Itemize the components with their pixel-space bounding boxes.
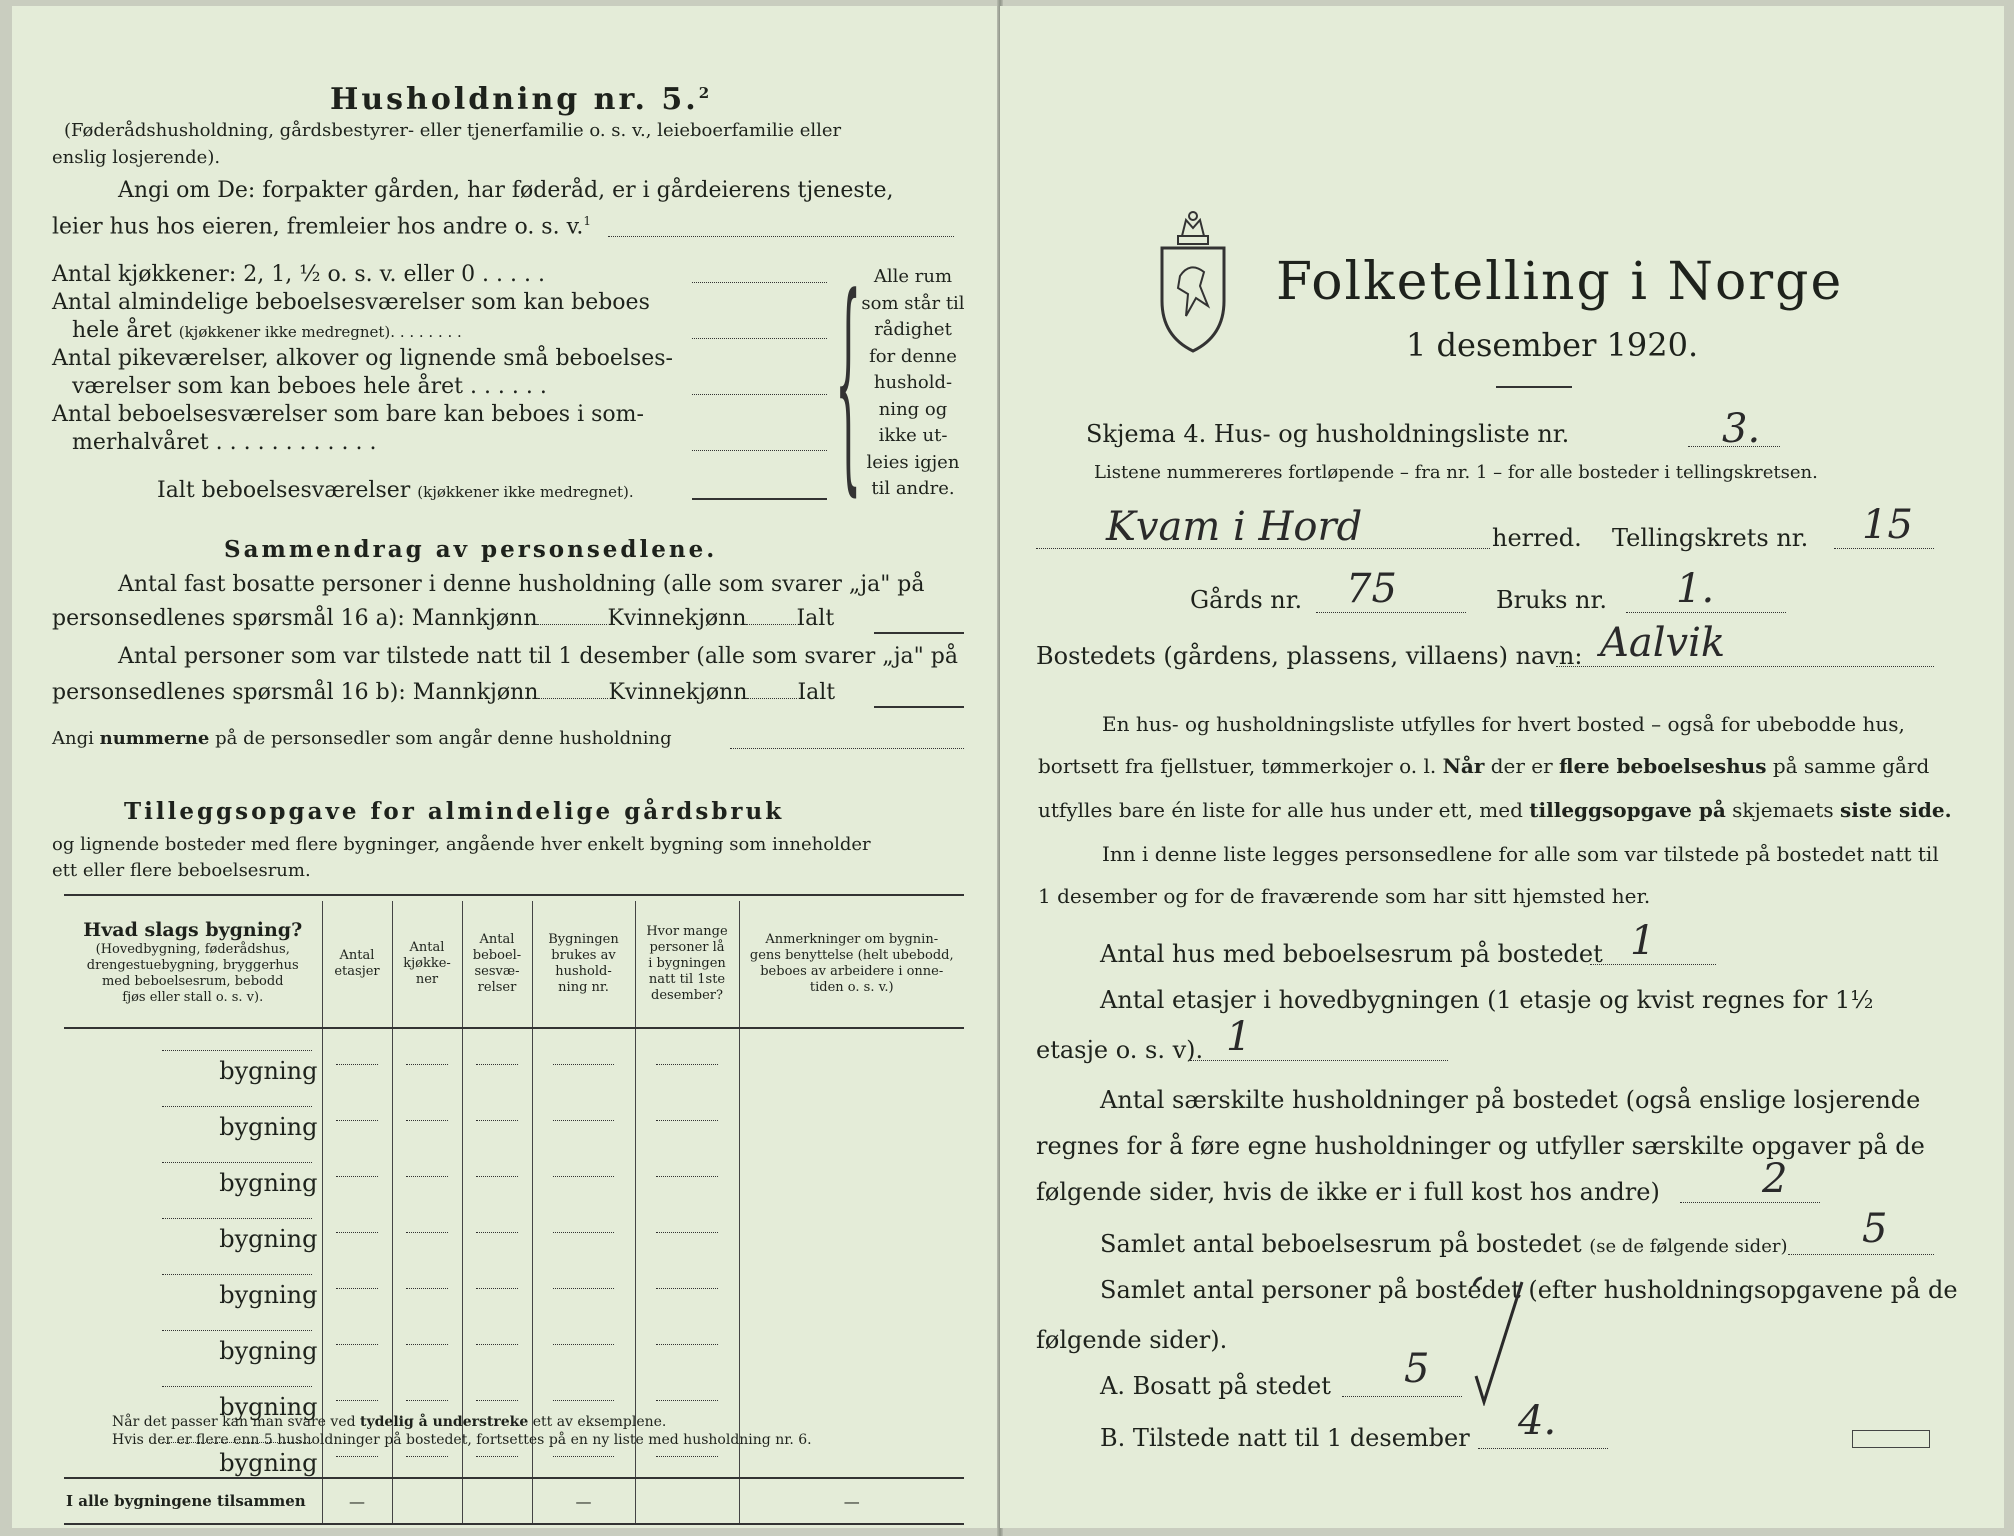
summary-p1-2: personsedlenes spørsmål 16 a): Mannkjønn Kvinnekjønn Ialt [52,606,835,631]
table-row: bygning [64,1197,964,1253]
p1-total-line[interactable] [874,632,964,634]
a-label: A. Bosatt på stedet [1100,1372,1331,1400]
printer-stamp [1852,1430,1930,1448]
rooms-ordinary-2: hele året (kjøkkener ikke medregnet). . . . . . . . [72,318,462,343]
household-subtitle-1: (Føderådshusholdning, gårdsbestyrer- eller tjenerfamilie o. s. v., leieboerfamilie eller [64,120,842,141]
gards-line[interactable] [1316,612,1466,613]
extra-heading: Tilleggsopgave for almindelige gårdsbruk [124,798,785,825]
left-page [12,6,998,1528]
angi-answer-line[interactable] [608,236,954,237]
q-rom-label: Samlet antal beboelsesrum på bostedet (se de følgende sider) [1100,1230,1788,1258]
schema-number: 3. [1722,406,1761,452]
b-label: B. Tilstede natt til 1 desember [1100,1424,1470,1452]
summary-p3: Angi nummerne på de personsedler som angår denne husholdning [52,728,672,749]
extra-sub-2: ett eller flere beboelsesrum. [52,860,311,881]
footnote-1: Når det passer kan man svare ved tydelig å understreke ett av eksemplene. [112,1414,667,1430]
q-hush-1: Antal særskilte husholdninger på bostedet (også enslige losjerende [1100,1086,1921,1114]
q-hush-value: 2 [1762,1156,1788,1202]
household-title: Husholdning nr. 5.$^2$ [330,82,713,117]
handwritten-check-mark [1472,1276,1532,1406]
q-hus-line[interactable] [1590,964,1716,965]
schema-label: Skjema 4. Hus- og husholdningsliste nr. [1086,420,1570,448]
col-rooms: Antal beboel- sesvæ- relser [462,901,532,1028]
coat-of-arms-icon [1152,206,1234,356]
maids-answer[interactable] [692,394,827,395]
b-value: 4. [1518,1398,1557,1444]
info-line-1: En hus- og husholdningsliste utfylles for hvert bosted – også for ubebodde hus, [1102,712,1905,736]
note-line: rådighet [874,319,952,340]
rooms-summer-2: merhalvåret . . . . . . . . . . . . [72,430,377,455]
bruks-line[interactable] [1626,612,1786,613]
rooms-maids-1: Antal pikeværelser, alkover og lignende små beboelses- [52,346,673,371]
p3-answer[interactable] [730,748,964,749]
angi-line-2: leier hus hos eieren, fremleier hos andre o. s. v.$^1$ [52,214,592,240]
note-line: hushold- [873,372,953,393]
table-row: bygning [64,1421,964,1478]
rooms-ordinary-1: Antal almindelige beboelsesværelser som kan beboes [52,290,650,315]
col-floors: Antal etasjer [322,901,392,1028]
summary-p2-2: personsedlenes spørsmål 16 b): Mannkjønn Kvinnekjønn Ialt [52,680,836,705]
bruks-label: Bruks nr. [1496,586,1607,614]
q-etasjer-value: 1 [1226,1014,1252,1060]
col-persons: Hvor mange personer lå i bygningen natt til 1ste desember? [635,901,739,1028]
note-line: ikke ut- [878,425,948,446]
brace: { [835,249,862,516]
herred-value: Kvam i Hord [1106,504,1363,550]
info-line-3: utfylles bare én liste for alle hus under ett, med tilleggsopgave på skjemaets siste side. [1038,798,1952,822]
bosted-value: Aalvik [1600,620,1726,666]
bosted-line[interactable] [1556,666,1934,667]
a-line[interactable] [1342,1396,1462,1397]
tellingskrets-line[interactable] [1834,548,1934,549]
col-remarks: Anmerkninger om bygnin- gens benyttelse (helt ubebodd, beboes av arbeidere i onne- tiden o. s. v.) [739,901,964,1028]
a-value: 5 [1404,1346,1430,1392]
q-hus-label: Antal hus med beboelsesrum på bostedet [1100,940,1603,968]
q-etasjer-line[interactable] [1190,1060,1448,1061]
table-row: bygning [64,1085,964,1141]
summary-p1-1: Antal fast bosatte personer i denne husholdning (alle som svarer „ja" på [118,572,925,597]
rooms-note [858,264,968,503]
table-row: bygning [64,1253,964,1309]
herred-label: herred. [1492,524,1582,552]
right-page [1000,6,2004,1528]
rooms-summer-1: Antal beboelsesværelser som bare kan beboes i som- [52,402,644,427]
rooms-kitchens: Antal kjøkkener: 2, 1, ½ o. s. v. eller 0 . . . . . [52,262,545,287]
note-line: Alle rum [873,266,953,287]
note-line: til andre. [871,478,955,499]
bruks-value: 1. [1676,566,1715,612]
bosted-label: Bostedets (gårdens, plassens, villaens) navn: [1036,642,1583,670]
table-total-row: I alle bygningene tilsammen — — — [64,1478,964,1524]
q-pers-2: følgende sider). [1036,1326,1228,1354]
total-answer[interactable] [692,498,827,500]
rooms-total: Ialt beboelsesværelser (kjøkkener ikke medregnet). [157,478,634,503]
gards-value: 75 [1346,566,1397,612]
col-household: Bygningen brukes av hushold- ning nr. [532,901,635,1028]
info-line-4: Inn i denne liste legges personsedlene for alle som var tilstede på bostedet natt til [1102,842,1939,866]
q-rom-value: 5 [1862,1206,1888,1252]
q-pers-1: Samlet antal personer på bostedet (efter husholdningsopgavene på de [1100,1276,1958,1304]
table-top-rule [64,894,964,896]
q-hush-3: følgende sider, hvis de ikke er i full kost hos andre) [1036,1178,1660,1206]
ordinary-answer[interactable] [692,338,827,339]
p2-total-line[interactable] [874,706,964,708]
table-row: bygning [64,1141,964,1197]
info-line-2: bortsett fra fjellstuer, tømmerkojer o. l. Når der er flere beboelseshus på samme gård [1038,754,1930,778]
angi-line-1: Angi om De: forpakter gården, har føderåd, er i gårdeierens tjeneste, [118,178,894,203]
table-row: bygning [64,1028,964,1085]
footnote-2: Hvis der er flere enn 5 husholdninger på bostedet, fortsettes på en ny liste med husholdning nr. 6. [112,1432,812,1448]
census-date: 1 desember 1920. [1406,326,1699,364]
title-rule [1496,386,1572,388]
household-subtitle-2: enslig losjerende). [52,147,221,168]
q-etasjer-2: etasje o. s. v). [1036,1036,1204,1064]
col-building-type: Hvad slags bygning? (Hovedbygning, føderådshus, drengestuebygning, bryggerhus med beboelsesrum, bebodd fjøs eller stall o. s. v). [64,901,322,1028]
rooms-maids-2: værelser som kan beboes hele året . . . . . . [72,374,547,399]
note-line: ning og [878,398,948,420]
tellingskrets-value: 15 [1862,502,1913,548]
table-row: bygning [64,1365,964,1421]
table-row: bygning [64,1309,964,1365]
q-etasjer-1: Antal etasjer i hovedbygningen (1 etasje og kvist regnes for 1½ [1100,986,1874,1014]
q-hush-2: regnes for å føre egne husholdninger og utfyller særskilte opgaver på de [1036,1132,1925,1160]
note-line: for denne [869,345,957,367]
q-hus-value: 1 [1630,918,1656,964]
summary-p2-1: Antal personer som var tilstede natt til 1 desember (alle som svarer „ja" på [118,644,958,669]
b-line[interactable] [1478,1448,1608,1449]
kitchens-answer[interactable] [692,282,827,283]
extra-sub-1: og lignende bosteder med flere bygninger, angående hver enkelt bygning som inneholder [52,834,871,855]
info-line-5: 1 desember og for de fraværende som har sitt hjemsted her. [1038,884,1651,908]
note-line: som står til [861,292,965,314]
summer-answer[interactable] [692,450,827,451]
gards-label: Gårds nr. [1190,586,1303,614]
listene-note: Listene nummereres fortløpende – fra nr. 1 – for alle bosteder i tellingskretsen. [1094,462,1818,483]
census-title: Folketelling i Norge [1276,252,1844,312]
q-rom-line[interactable] [1788,1254,1934,1255]
note-line: leies igjen [866,451,960,473]
q-hush-line[interactable] [1680,1202,1820,1203]
col-kitchens: Antal kjøkke- ner [392,901,462,1028]
summary-heading: Sammendrag av personsedlene. [224,536,718,563]
tellingskrets-label: Tellingskrets nr. [1612,524,1809,552]
